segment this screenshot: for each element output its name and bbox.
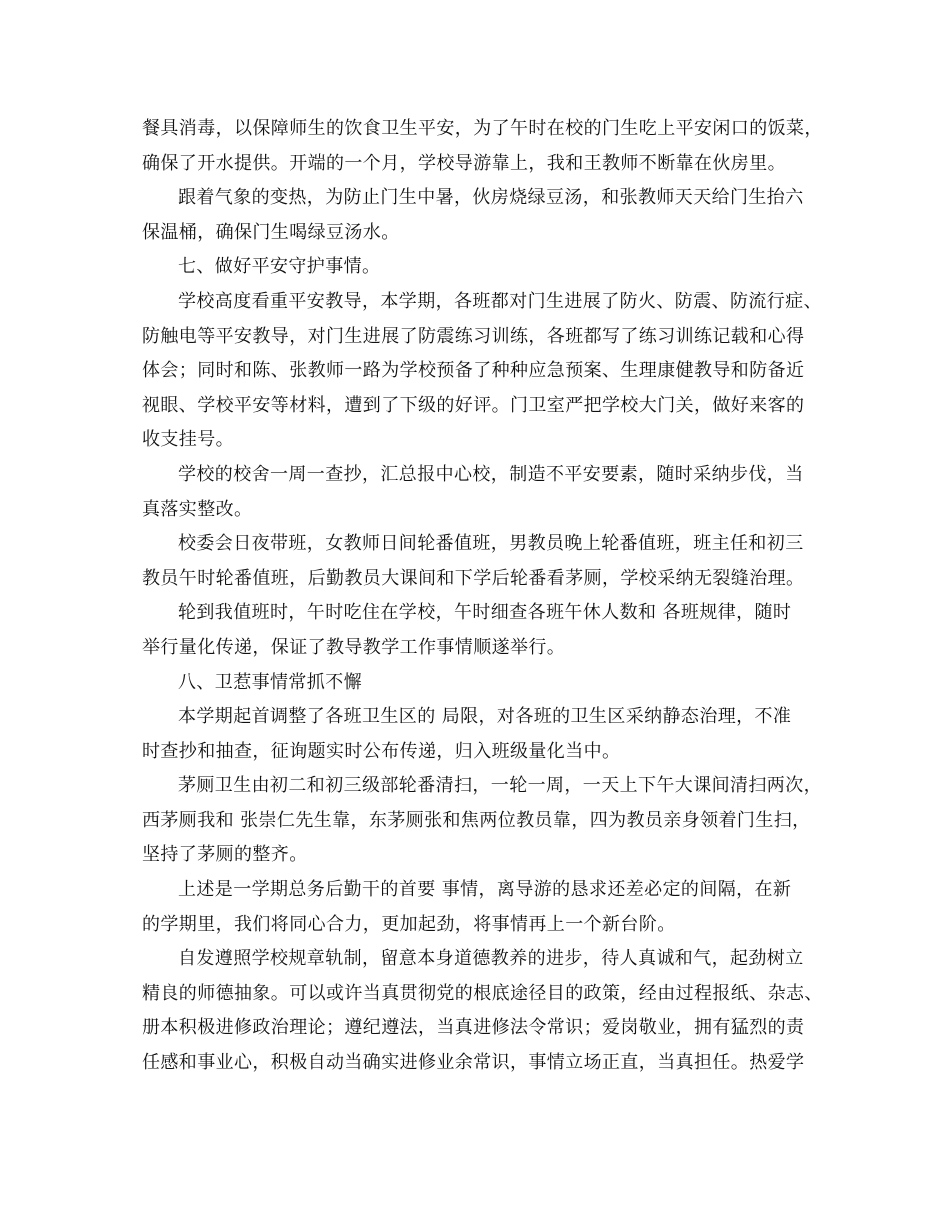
text-line: 七、做好平安守护事情。: [178, 256, 381, 278]
text-line: 的学期里，我们将同心合力，更加起劲，将事情再上一个新台阶。: [142, 913, 676, 935]
text-line: 任感和事业心，积极自动当确实进修业余常识，事情立场正直，当真担任。热爱学: [142, 1052, 805, 1074]
text-line: 学校高度看重平安教导，本学期，各班都对门生进展了防火、防震、防流行症、: [178, 290, 822, 312]
text-line: 学校的校舍一周一查抄，汇总报中心校，制造不平安要素，随时采纳步伐，当: [178, 463, 804, 485]
text-line: 保温桶，确保门生喝绿豆汤水。: [142, 221, 400, 243]
document-body: [142, 112, 822, 1081]
text-line: 防触电等平安教导，对门生进展了防震练习训练，各班都写了练习训练记载和心得: [142, 325, 805, 347]
text-line: 真落实整改。: [142, 498, 253, 520]
text-line: 教员午时轮番值班，后勤教员大课间和下学后轮番看茅厕，学校采纳无裂缝治理。: [142, 567, 805, 589]
text-line: 上述是一学期总务后勤干的首要 事情，离导游的恳求还差必定的间隔，在新: [178, 879, 792, 901]
text-line: 体会；同时和陈、张教师一路为学校预备了种种应急预案、生理康健教导和防备近: [142, 360, 805, 382]
text-line: 确保了开水提供。开端的一个月，学校导游靠上，我和王教师不断靠在伙房里。: [142, 152, 786, 174]
text-line: 八、卫惹事情常抓不懈: [178, 671, 362, 693]
text-line: 跟着气象的变热，为防止门生中暑，伙房烧绿豆汤，和张教师天天给门生抬六: [178, 187, 804, 209]
text-line: 收支挂号。: [142, 429, 234, 451]
text-line: 举行量化传递，保证了教导教学工作事情顺遂举行。: [142, 636, 566, 658]
text-line: 本学期起首调整了各班卫生区的 局限，对各班的卫生区采纳静态治理，不准: [178, 706, 792, 728]
text-line: 西茅厕我和 张崇仁先生靠，东茅厕张和焦两位教员靠，四为教员亲身领着门生扫，: [142, 809, 811, 831]
text-line: 茅厕卫生由初二和初三级部轮番清扫，一轮一周，一天上下午大课间清扫两次，: [178, 775, 822, 797]
text-line: 餐具消毒，以保障师生的饮食卫生平安，为了午时在校的门生吃上平安闲口的饭菜，: [142, 118, 823, 139]
text-line: 自发遵照学校规章轨制，留意本身道德教养的进步，待人真诚和气，起劲树立: [178, 948, 804, 970]
text-line: 校委会日夜带班，女教师日间轮番值班，男教员晚上轮番值班，班主任和初三: [178, 533, 804, 555]
text-line: 册本积极进修政治理论；遵纪遵法，当真进修法令常识；爱岗敬业，拥有猛烈的责: [142, 1017, 805, 1039]
text-line: 坚持了茅厕的整齐。: [142, 844, 308, 866]
text-line: 轮到我值班时，午时吃住在学校，午时细查各班午休人数和 各班规律，随时: [178, 602, 792, 624]
text-line: 视眼、学校平安等材料，遭到了下级的好评。门卫室严把学校大门关，做好来客的: [142, 394, 805, 416]
text-line: 精良的师德抽象。可以或许当真贯彻党的根底途径目的政策，经由过程报纸、杂志、: [142, 982, 823, 1004]
text-line: 时查抄和抽查，征询题实时公布传递，归入班级量化当中。: [142, 740, 621, 762]
